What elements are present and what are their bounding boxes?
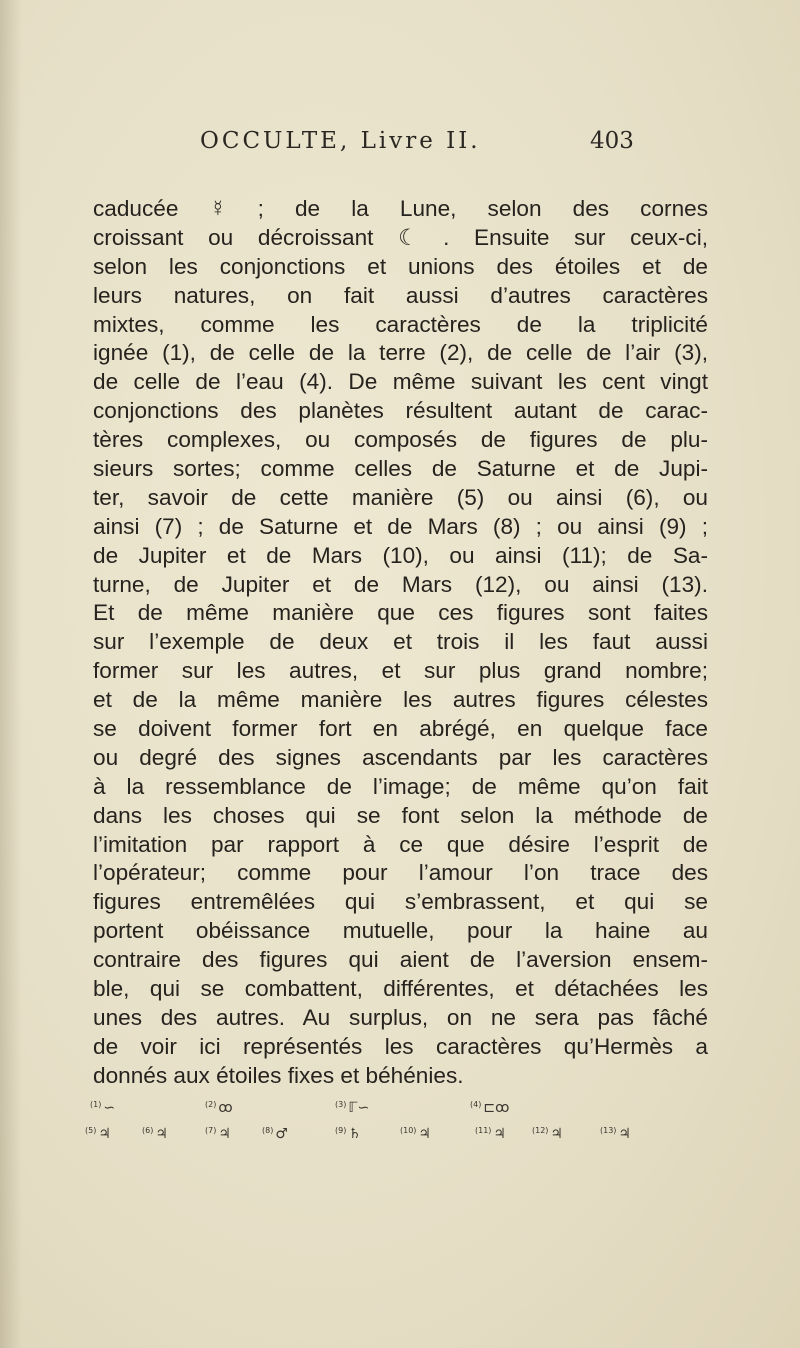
text-line: contraire des figures qui aient de l’aversion ensem- xyxy=(93,947,708,973)
text-line: caducée ☿ ; de la Lune, selon des cornes xyxy=(93,196,708,221)
symbol-row-elements xyxy=(90,1100,730,1126)
text-line: portent obéissance mutuelle, pour la haine au xyxy=(93,918,708,944)
text-line: ter, savoir de cette manière (5) ou ainsi (6), ou xyxy=(93,484,708,510)
symbol-conjunction: $^{(11)}$ ♃ xyxy=(475,1126,506,1142)
running-title: OCCULTE, Livre II. xyxy=(200,128,481,154)
text-line: leurs natures, on fait aussi d’autres caractères xyxy=(93,282,708,308)
hermetic-characters xyxy=(85,1100,730,1152)
text-line: ignée (1), de celle de la terre (2), de celle de l’air (3), xyxy=(93,340,708,366)
symbol-air-triplicity: $^{(3)}$ ℾ∽ xyxy=(335,1100,370,1116)
text-line: et de la même manière les autres figures célestes xyxy=(93,687,708,713)
text-line: de voir ici représentés les caractères qu’Hermès a xyxy=(93,1033,708,1059)
page-number: 403 xyxy=(590,128,634,154)
text-line: sieurs sortes; comme celles de Saturne et de Jupi- xyxy=(93,456,708,482)
text-line: former sur les autres, et sur plus grand nombre; xyxy=(93,658,708,684)
page-gutter-shadow xyxy=(0,0,22,1348)
text-line: se doivent former fort en abrégé, en quelque face xyxy=(93,716,708,742)
text-line: tères complexes, ou composés de figures de plu- xyxy=(93,427,708,453)
text-line: conjonctions des planètes résultent autant de carac- xyxy=(93,398,708,424)
symbol-row-conjunctions xyxy=(85,1126,730,1152)
text-line: ble, qui se combattent, différentes, et détachées les xyxy=(93,976,708,1002)
text-line: ainsi (7) ; de Saturne et de Mars (8) ; ou ainsi (9) ; xyxy=(93,513,708,539)
page-header xyxy=(0,128,800,168)
text-line: ou degré des signes ascendants par les caractères xyxy=(93,744,708,770)
text-line: unes des autres. Au surplus, on ne sera pas fâché xyxy=(93,1004,708,1030)
symbol-fire-triplicity: $^{(1)}$ ∽ xyxy=(90,1100,116,1116)
symbol-conjunction: $^{(5)}$ ♃ xyxy=(85,1126,111,1142)
text-line: l’imitation par rapport à ce que désire l’esprit de xyxy=(93,831,708,857)
text-line: de Jupiter et de Mars (10), ou ainsi (11); de Sa- xyxy=(93,542,708,568)
body-text xyxy=(93,195,708,1091)
text-line: sur l’exemple de deux et trois il les faut aussi xyxy=(93,629,708,655)
text-line: turne, de Jupiter et de Mars (12), ou ainsi (13). xyxy=(93,571,708,597)
text-line: de celle de l’eau (4). De même suivant les cent vingt xyxy=(93,369,708,395)
symbol-water-triplicity: $^{(4)}$ ⊏ꝏ xyxy=(470,1100,510,1116)
symbol-conjunction: $^{(10)}$ ♃ xyxy=(400,1126,431,1142)
symbol-conjunction: $^{(13)}$ ♃ xyxy=(600,1126,631,1142)
symbol-conjunction: $^{(8)}$ ♂ xyxy=(262,1126,288,1142)
text-line: donnés aux étoiles fixes et béhénies. xyxy=(93,1062,464,1088)
symbol-conjunction: $^{(12)}$ ♃ xyxy=(532,1126,563,1142)
text-line: dans les choses qui se font selon la méthode de xyxy=(93,802,708,828)
text-line: Et de même manière que ces figures sont faites xyxy=(93,600,708,626)
symbol-conjunction: $^{(7)}$ ♃ xyxy=(205,1126,231,1142)
symbol-conjunction: $^{(6)}$ ♃ xyxy=(142,1126,168,1142)
text-line: figures entremêlées qui s’embrassent, et qui se xyxy=(93,889,708,915)
symbol-conjunction: $^{(9)}$ ♄ xyxy=(335,1126,361,1142)
symbol-earth-triplicity: $^{(2)}$ ꝏ xyxy=(205,1100,233,1116)
text-line: selon les conjonctions et unions des étoiles et de xyxy=(93,253,708,279)
text-line: à la ressemblance de l’image; de même qu’on fait xyxy=(93,773,708,799)
text-line: l’opérateur; comme pour l’amour l’on trace des xyxy=(93,860,708,886)
text-line: mixtes, comme les caractères de la triplicité xyxy=(93,311,708,337)
text-line: croissant ou décroissant ☾ . Ensuite sur ceux-ci, xyxy=(93,224,708,250)
